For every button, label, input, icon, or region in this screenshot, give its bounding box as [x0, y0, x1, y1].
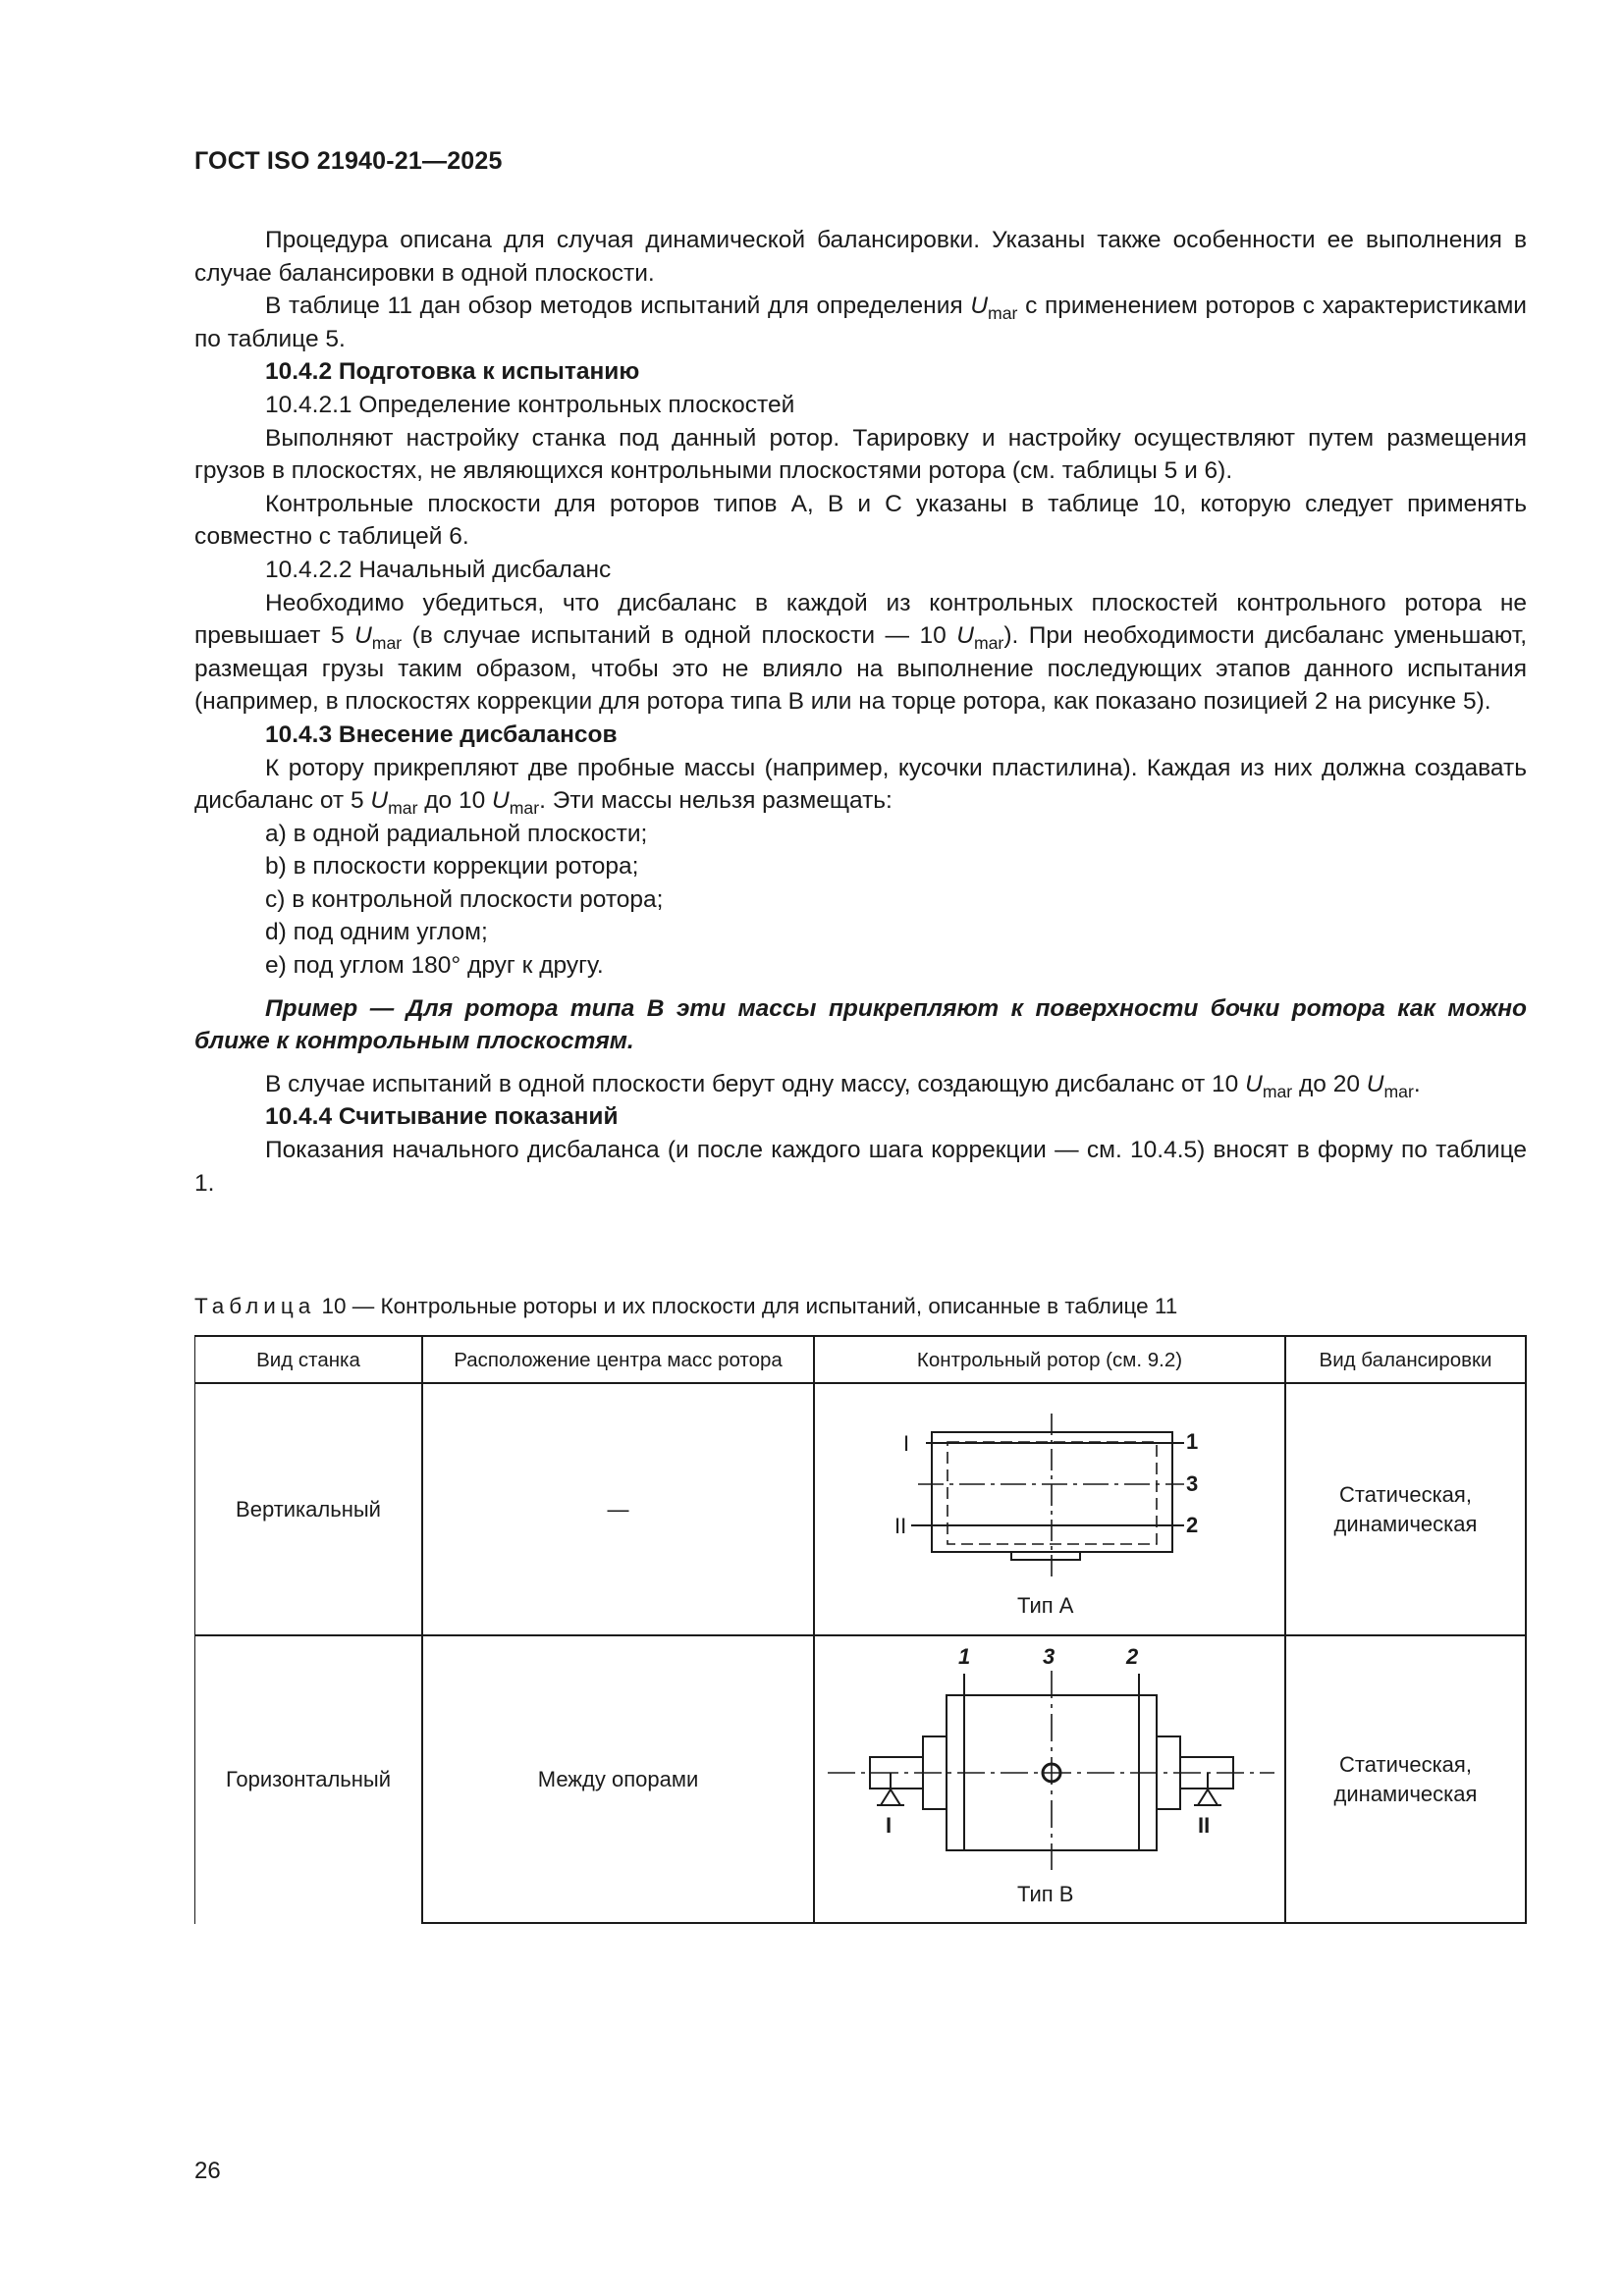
header-machine: Вид станка	[256, 1348, 360, 1371]
row1-machine: Вертикальный	[236, 1497, 381, 1522]
row2-balancing: Статическая, динамическая	[1333, 1752, 1478, 1806]
list-item: d) под одним углом;	[265, 919, 488, 946]
section-heading-10-4-2: 10.4.2 Подготовка к испытанию	[265, 358, 640, 386]
paragraph: Процедура описана для случая динамической балансировки. Указаны также особенности ее выполнения в случае балансировки в одной плоскости.	[194, 227, 1527, 287]
row1-center: —	[607, 1497, 629, 1522]
section-heading-10-4-4: 10.4.4 Считывание показаний	[265, 1103, 619, 1131]
header-balancing: Вид балансировки	[1319, 1348, 1492, 1371]
section-heading-10-4-2-2: 10.4.2.2 Начальный дисбаланс	[265, 556, 612, 583]
list-item: a) в одной радиальной плоскости;	[265, 820, 648, 847]
section-heading-10-4-2-1: 10.4.2.1 Определение контрольных плоскостей	[265, 391, 795, 418]
paragraph: Необходимо убедиться, что дисбаланс в каждой из контрольных плоскостей контрольного ротора не превышает 5 $U_{mar}$ (в случае испытаний в одной плоскости — 10 $U_{mar}$). При необходимости дисбаланс уменьшают, размещая грузы таким образом, чтобы это не влияло на выполнение последующих этапов данного испытания (например, в плоскостях коррекции для ротора типа В или на торце ротора, как показано позицией 2 на рисунке 5).	[194, 589, 1528, 716]
rotor-type-a-drawing	[911, 1414, 1184, 1578]
table-10	[194, 1335, 1527, 1924]
list-item: e) под углом 180° друг к другу.	[265, 952, 604, 980]
row2-center: Между опорами	[537, 1767, 699, 1791]
paragraph: В таблице 11 дан обзор методов испытаний для определения $U_{mar}$ с применением роторов с характеристиками по таблице 5.	[194, 293, 1527, 352]
mark-1: 1	[1186, 1429, 1199, 1454]
row1-balancing: Статическая, динамическая	[1333, 1482, 1478, 1536]
mark-II: II	[1198, 1813, 1211, 1838]
rotor-type-b-label: Тип В	[1017, 1882, 1074, 1906]
paragraph: Показания начального дисбаланса (и после каждого шага коррекции — см. 10.4.5) вносят в форму по таблице 1.	[194, 1137, 1527, 1197]
list-item: c) в контрольной плоскости ротора;	[265, 885, 664, 913]
running-header: ГОСТ ISO 21940-21—2025	[194, 147, 503, 175]
header-center: Расположение центра масс ротора	[454, 1348, 783, 1371]
mark-I: I	[886, 1813, 893, 1838]
mark-2: 2	[1126, 1644, 1139, 1669]
page-number: 26	[194, 2158, 221, 2184]
mark-2: 2	[1186, 1513, 1199, 1537]
mark-3: 3	[1186, 1471, 1199, 1496]
example-note: Пример — Для ротора типа В эти массы прикрепляют к поверхности бочки ротора как можно ближе к контрольным плоскостям.	[194, 994, 1527, 1055]
table-caption: Таблица 10 — Контрольные роторы и их плоскости для испытаний, описанные в таблице 11	[194, 1294, 1178, 1318]
paragraph: Контрольные плоскости для роторов типов А, В и С указаны в таблице 10, которую следует применять совместно с таблицей 6.	[194, 490, 1527, 551]
row2-machine: Горизонтальный	[225, 1767, 392, 1791]
mark-I: I	[903, 1431, 910, 1456]
mark-II: II	[894, 1514, 907, 1538]
mark-3: 3	[1043, 1644, 1056, 1669]
mark-1: 1	[958, 1644, 971, 1669]
rotor-type-a-label: Тип А	[1017, 1593, 1074, 1618]
paragraph: К ротору прикрепляют две пробные массы (например, кусочки пластилина). Каждая из них должна создавать дисбаланс от 5 $U_{mar}$ до 10 $U_{mar}$. Эти массы нельзя размещать:	[194, 754, 1527, 819]
header-rotor: Контрольный ротор (см. 9.2)	[916, 1348, 1183, 1371]
body-text	[194, 224, 1527, 1200]
paragraph: Выполняют настройку станка под данный ротор. Тарировку и настройку осуществляют путем размещения грузов в плоскостях, не являющихся контрольными плоскостями ротора (см. таблицы 5 и 6).	[194, 424, 1527, 485]
section-heading-10-4-3: 10.4.3 Внесение дисбалансов	[265, 721, 618, 748]
list-item: b) в плоскости коррекции ротора;	[265, 853, 639, 881]
rotor-type-b-drawing	[828, 1671, 1274, 1870]
paragraph: В случае испытаний в одной плоскости берут одну массу, создающую дисбаланс от 10 $U_{mar}$ до 20 $U_{mar}$.	[265, 1070, 1421, 1102]
